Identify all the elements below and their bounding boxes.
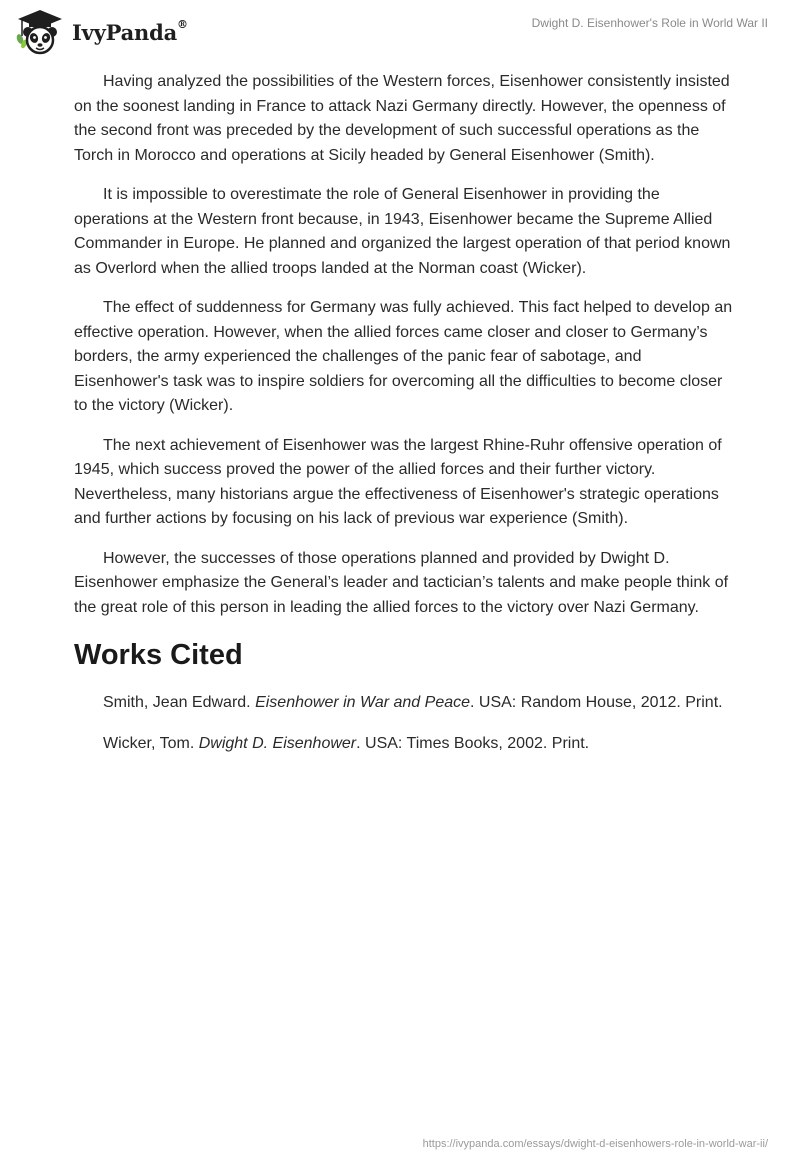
page-header (0, 0, 800, 64)
body-paragraph: However, the successes of those operations planned and provided by Dwight D. Eisenhower emphasize the General’s leader and tactician’s talents and make people think of the great role of this person in leading the allied forces to the victory over Nazi Germany. (74, 549, 729, 616)
panda-graduation-cap-icon (14, 8, 66, 56)
ivypanda-logo[interactable] (14, 8, 188, 56)
citation-entry: Wicker, Tom. Dwight D. Eisenhower. USA: Times Books, 2002. Print. (103, 734, 590, 752)
brand-name: IvyPanda® (72, 17, 188, 45)
registered-mark: ® (177, 17, 188, 31)
body-paragraph: It is impossible to overestimate the role of General Eisenhower in providing the operations at the Western front because, in 1943, Eisenhower became the Supreme Allied Commander in Europe. He planned and organized the largest operation of that period known as Overlord when the allied troops landed at the Norman coast (Wicker). (74, 186, 731, 277)
citation-title: Eisenhower in War and Peace (255, 694, 471, 711)
essay-content (74, 70, 734, 772)
body-paragraph: The effect of suddenness for Germany was fully achieved. This fact helped to develop an effective operation. However, when the allied forces came closer and closer to Germany’s borders, the army experienced the challenges of the panic fear of sabotage, and Eisenhower's task was to inspire soldiers for overcoming all the difficulties to become closer to the victory (Wicker). (74, 299, 733, 414)
source-url[interactable]: https://ivypanda.com/essays/dwight-d-eisenhowers-role-in-world-war-ii/ (422, 1138, 768, 1150)
citation-title: Dwight D. Eisenhower (198, 734, 357, 752)
body-paragraph: The next achievement of Eisenhower was the largest Rhine-Ruhr offensive operation of 1945, which success proved the power of the allied forces and their further victory. Nevertheless, many historians argue the effectiveness of Eisenhower's strategic operations and further actions by focusing on his lack of previous war experience (Smith). (74, 436, 722, 527)
works-cited-heading: Works Cited (74, 639, 243, 671)
document-title: Dwight D. Eisenhower's Role in World War II (531, 16, 768, 30)
body-paragraph: Having analyzed the possibilities of the Western forces, Eisenhower consistently insisted on the soonest landing in France to attack Nazi Germany directly. However, the openness of the second front was preceded by the development of such successful operations as the Torch in Morocco and operations at Sicily headed by General Eisenhower (Smith). (74, 73, 730, 164)
citation-entry: Smith, Jean Edward. Eisenhower in War and Peace. USA: Random House, 2012. Print. (103, 694, 723, 711)
